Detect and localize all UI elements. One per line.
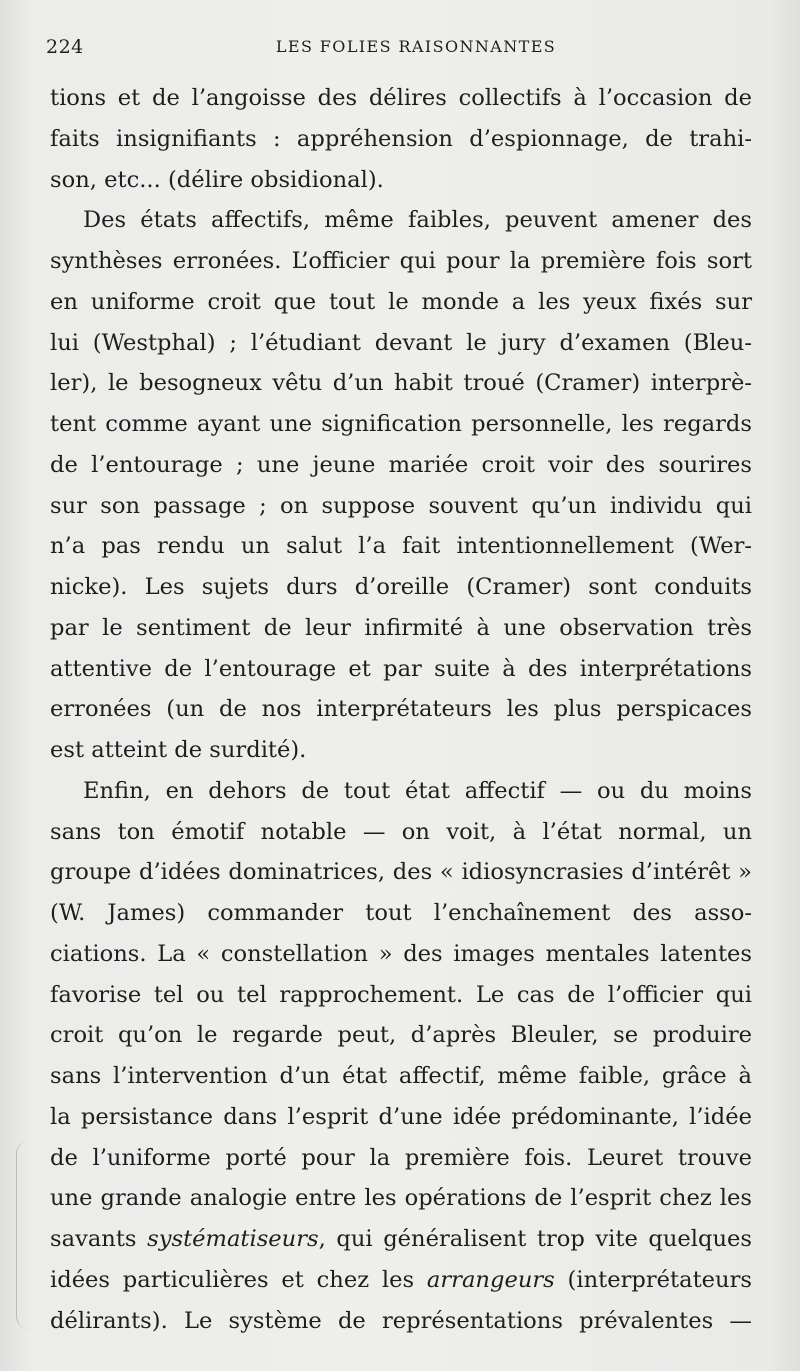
text-line: une grande analogie entre les opérations de l’esprit chez les xyxy=(50,1185,752,1212)
margin-pencil-mark xyxy=(16,1140,31,1330)
emphasis-arrangeurs: arrangeurs xyxy=(426,1266,555,1293)
text-line: tions et de l’angoisse des délires collectifs à l’occasion de xyxy=(50,85,752,111)
text-line: sans ton émotif notable — on voit, à l’état normal, un xyxy=(50,818,752,845)
text-line: ciations. La « constellation » des images mentales latentes xyxy=(50,940,752,967)
text-line: (W. James) commander tout l’enchaînement des asso- xyxy=(50,900,752,926)
text-run: (interprétateurs xyxy=(567,1266,752,1293)
text-run: idées particulières et chez les xyxy=(50,1266,415,1293)
text-run: , qui généralisent trop vite quelques xyxy=(318,1226,752,1252)
text-line xyxy=(50,1260,752,1301)
text-line: est atteint de surdité). xyxy=(50,737,307,763)
running-title: LES FOLIES RAISONNANTES xyxy=(275,37,557,56)
text-line: tent comme ayant une signification personnelle, les regards xyxy=(50,411,752,437)
text-line: sur son passage ; on suppose souvent qu’un individu qui xyxy=(50,492,752,519)
text-line: favorise tel ou tel rapprochement. Le cas de l’officier qui xyxy=(50,981,752,1008)
text-line: ler), le besogneux vêtu d’un habit troué (Cramer) interprè- xyxy=(50,370,752,397)
text-line: la persistance dans l’esprit d’une idée prédominante, l’idée xyxy=(50,1103,752,1130)
body-text xyxy=(50,78,752,1341)
text-line: de l’entourage ; une jeune mariée croit voir des sourires xyxy=(50,451,752,478)
text-line: délirants). Le système de représentations prévalentes — xyxy=(50,1307,752,1334)
text-line: nicke). Les sujets durs d’oreille (Cramer) sont conduits xyxy=(50,574,752,600)
page-header xyxy=(46,36,756,62)
text-line: Des états affectifs, même faibles, peuvent amener des xyxy=(83,207,752,234)
text-line: erronées (un de nos interprétateurs les plus perspicaces xyxy=(50,696,752,723)
text-line: lui (Westphal) ; l’étudiant devant le jury d’examen (Bleu- xyxy=(50,329,752,356)
text-line: Enfin, en dehors de tout état affectif — ou du moins xyxy=(83,777,752,804)
text-line: n’a pas rendu un salut l’a fait intentionnellement (Wer- xyxy=(50,533,752,560)
text-line: de l’uniforme porté pour la première fois. Leuret trouve xyxy=(50,1144,752,1171)
text-line: en uniforme croit que tout le monde a les yeux fixés sur xyxy=(50,288,752,315)
text-line: croit qu’on le regarde peut, d’après Bleuler, se produire xyxy=(50,1022,752,1049)
text-line: synthèses erronées. L’officier qui pour la première fois sort xyxy=(50,248,752,274)
text-line: attentive de l’entourage et par suite à des interprétations xyxy=(50,655,752,682)
text-line: faits insignifiants : appréhension d’espionnage, de trahi- xyxy=(50,125,752,152)
text-line: groupe d’idées dominatrices, des « idiosyncrasies d’intérêt » xyxy=(50,859,752,886)
page-number: 224 xyxy=(46,36,84,58)
text-line: sans l’intervention d’un état affectif, même faible, grâce à xyxy=(50,1063,752,1089)
text-run: savants xyxy=(50,1226,137,1252)
text-line xyxy=(50,1219,752,1260)
text-line: par le sentiment de leur infirmité à une observation très xyxy=(50,614,752,641)
text-line: son, etc... (délire obsidional). xyxy=(50,166,384,193)
emphasis-systematiseurs: systématiseurs xyxy=(147,1226,319,1252)
